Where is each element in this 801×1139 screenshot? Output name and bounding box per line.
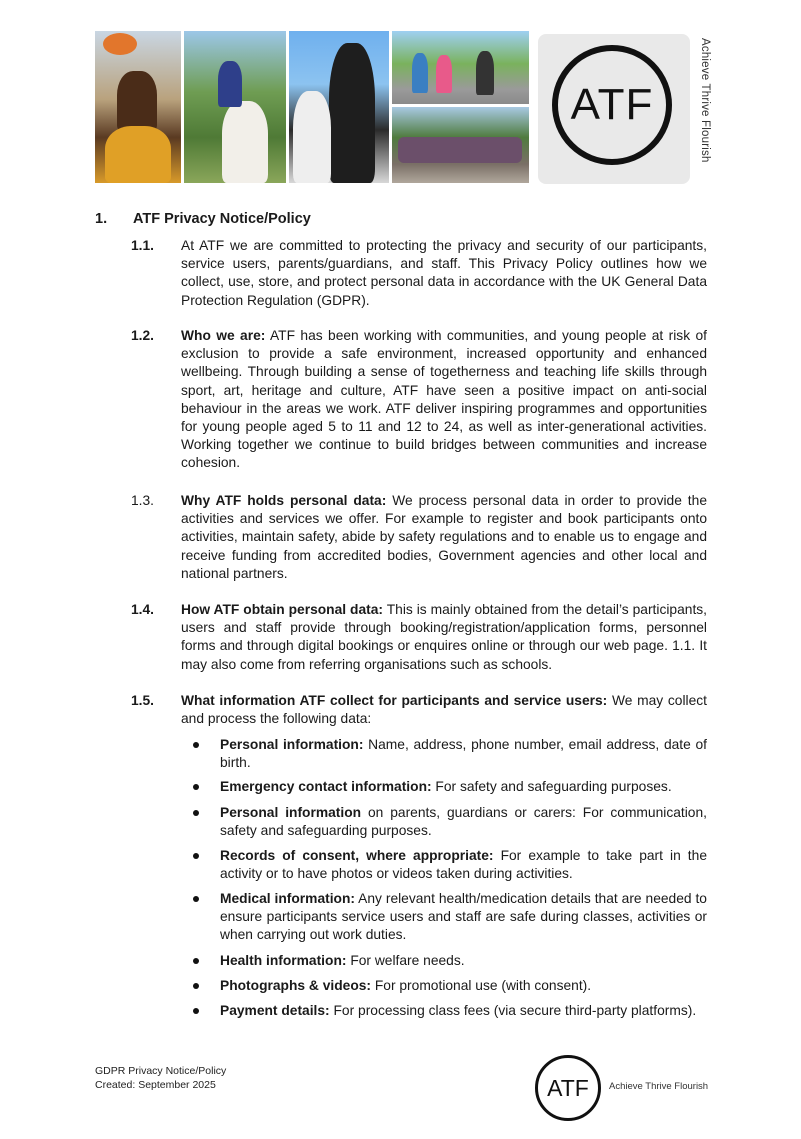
footer-tagline: Achieve Thrive Flourish bbox=[609, 1081, 709, 1092]
bullet-dot bbox=[193, 784, 199, 790]
header-tagline: Achieve Thrive Flourish bbox=[699, 38, 711, 163]
clause-number: 1.2. bbox=[131, 328, 155, 343]
header-logo bbox=[538, 34, 690, 184]
footer-created-date: Created: September 2025 bbox=[95, 1079, 216, 1091]
bullet-dot bbox=[193, 810, 199, 816]
clause-text: Who we are: ATF has been working with communities, and young people at risk of exclusion to provide a safe environment, increased opportunity and enhanced wellbeing. Through building a sense of togetherness and teaching life skills through sport, art, heritage and culture, ATF have seen a positive impact on anti-social behaviour in the areas we work. ATF deliver inspiring programmes and opportunities for young people aged 5 to 11 and 12 to 24, as well as inter-generational activities. Working together we continue to build bridges between communities and increase cohesion. bbox=[181, 328, 707, 471]
clause-lead: Why ATF holds personal data: bbox=[181, 493, 387, 508]
logo-text: ATF bbox=[570, 80, 654, 129]
clause-lead: What information ATF collect for participants and service users: bbox=[181, 693, 608, 708]
photo-child-basketball bbox=[95, 31, 181, 183]
clause-number: 1.4. bbox=[131, 602, 155, 617]
clause-lead: How ATF obtain personal data: bbox=[181, 602, 384, 617]
clause-text: How ATF obtain personal data: This is mainly obtained from the detail’s participants, users and staff provide through booking/registration/application forms, personnel forms and through digital bookings or enquires online or through our web page. 1.1. It may also come from referring organisations such as schools. bbox=[181, 602, 708, 672]
footer-logo-text: ATF bbox=[547, 1074, 589, 1101]
bullet-dot bbox=[193, 853, 199, 859]
clause-number: 1.1. bbox=[131, 238, 155, 253]
bullet-dot bbox=[193, 983, 199, 989]
header-photo-banner bbox=[95, 31, 529, 183]
clause-text: What information ATF collect for participants and service users: We may collect and process the following data: bbox=[181, 693, 707, 727]
footer-info bbox=[95, 1064, 226, 1092]
section-title: ATF Privacy Notice/Policy bbox=[133, 211, 311, 227]
clause-number: 1.5. bbox=[131, 693, 155, 708]
clause-lead: Who we are: bbox=[181, 328, 266, 343]
photo-group-outdoors bbox=[392, 31, 529, 104]
footer-logo bbox=[535, 1055, 601, 1121]
photo-two-people bbox=[289, 31, 389, 183]
bullet-dot bbox=[193, 958, 199, 964]
clause-text: At ATF we are committed to protecting the privacy and security of our participants, service users, parents/guardians, and staff. This Privacy Policy outlines how we collect, use, store, and protect personal data in accordance with the UK General Data Protection Regulation (GDPR). bbox=[181, 238, 707, 308]
logo-ring bbox=[552, 45, 672, 165]
bullet-dot bbox=[193, 896, 199, 902]
section-number: 1. bbox=[95, 211, 108, 227]
photo-crowd bbox=[392, 107, 529, 183]
footer-doc-title: GDPR Privacy Notice/Policy bbox=[95, 1065, 227, 1077]
clause-text: Why ATF holds personal data: We process personal data in order to provide the activities and services we offer. For example to register and book participants onto activities, maintain safety, abide by safety regulations and to enable us to engage and receive funding from accredited bodies, Government agencies and other local and national partners. bbox=[181, 493, 707, 581]
clause-number: 1.3. bbox=[131, 493, 155, 508]
bullet-dot bbox=[193, 1008, 199, 1014]
bullet-dot bbox=[193, 742, 199, 748]
photo-child-horse bbox=[184, 31, 286, 183]
